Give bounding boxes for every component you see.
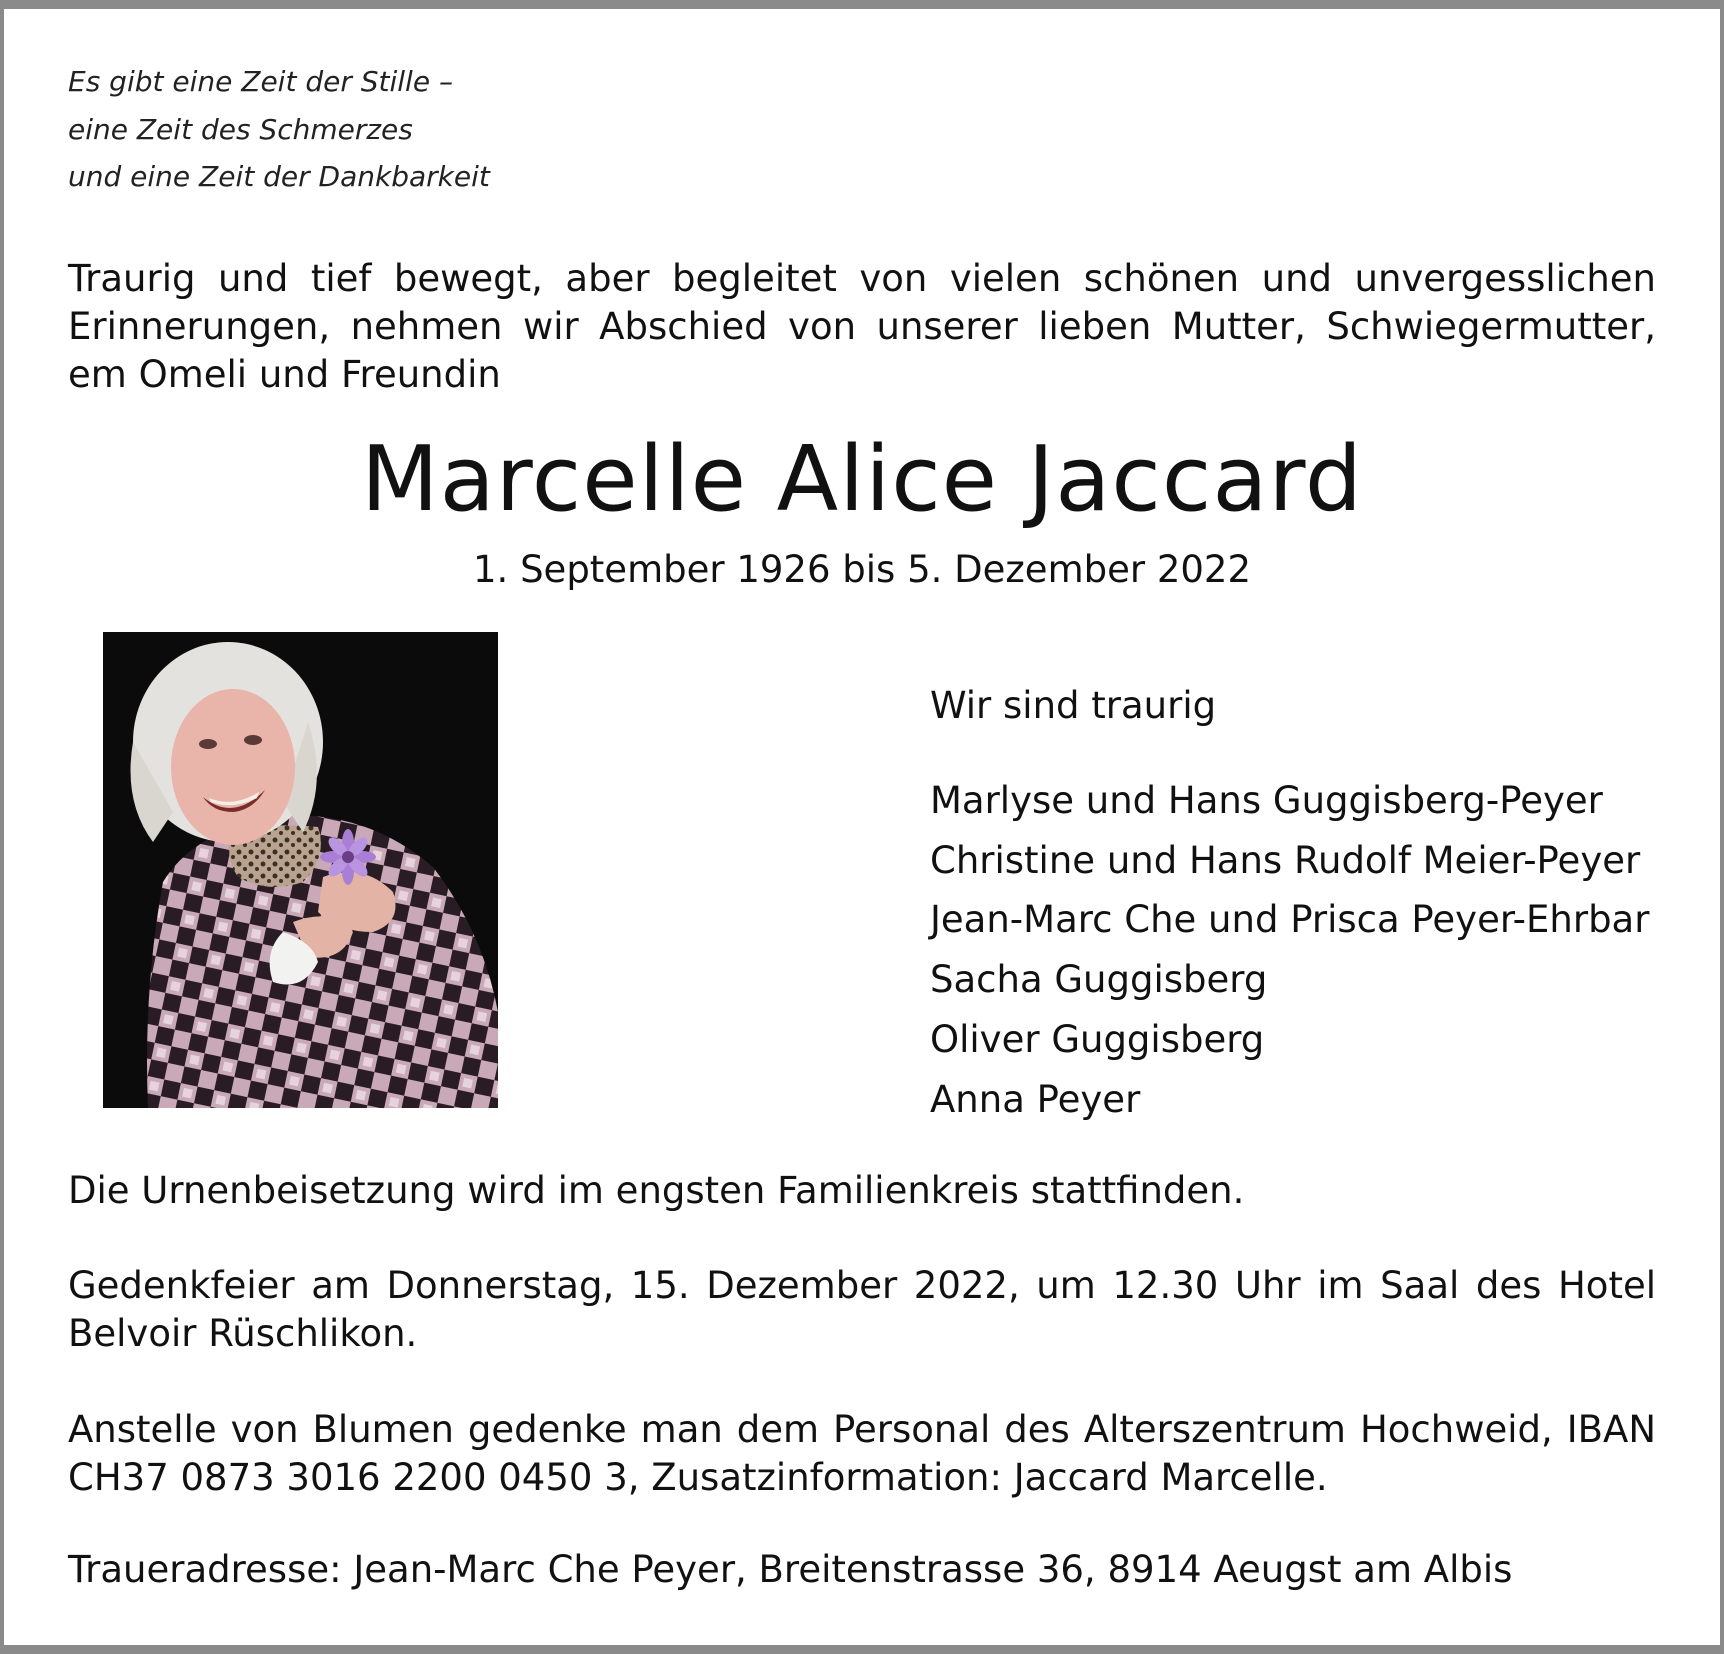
urn-burial-notice: Die Urnenbeisetzung wird im engsten Familienkreis stattfinden. bbox=[68, 1169, 1245, 1212]
mourners-list bbox=[930, 676, 1649, 1130]
mourner-name: Anna Peyer bbox=[930, 1077, 1141, 1121]
life-dates: 1. September 1926 bis 5. Dezember 2022 bbox=[473, 548, 1251, 591]
donation-notice: Anstelle von Blumen gedenke man dem Personal des Alterszentrum Hochweid, IBAN CH37 0873 3016 2200 0450 3, Zusatzinformation: Jaccard Marcelle. bbox=[68, 1408, 1656, 1499]
mourners-lead: Wir sind traurig bbox=[930, 684, 1217, 727]
mourner-name: Oliver Guggisberg bbox=[930, 1017, 1265, 1061]
intro-text: Traurig und tief bewegt, aber begleitet von vielen schönen und unvergesslichen Erinnerungen, nehmen wir Abschied von unserer lieben Mutter, Schwiegermutter, em Omeli und Freundin bbox=[68, 257, 1656, 396]
motto-line: und eine Zeit der Dankbarkeit bbox=[68, 160, 490, 193]
mourning-address: Traueradresse: Jean-Marc Che Peyer, Breitenstrasse 36, 8914 Aeugst am Albis bbox=[68, 1548, 1513, 1591]
motto-verse bbox=[68, 58, 490, 201]
motto-line: eine Zeit des Schmerzes bbox=[68, 112, 413, 146]
mourner-name: Marlyse und Hans Guggisberg-Peyer bbox=[930, 778, 1603, 822]
memorial-service-notice: Gedenkfeier am Donnerstag, 15. Dezember 2022, um 12.30 Uhr im Saal des Hotel Belvoir Rüschlikon. bbox=[68, 1264, 1656, 1355]
mourner-name: Jean-Marc Che und Prisca Peyer-Ehrbar bbox=[930, 898, 1650, 942]
mourner-name: Sacha Guggisberg bbox=[930, 958, 1268, 1002]
portrait-photo bbox=[103, 632, 498, 1108]
deceased-name: Marcelle Alice Jaccard bbox=[360, 427, 1364, 532]
mourner-name: Christine und Hans Rudolf Meier-Peyer bbox=[930, 838, 1641, 882]
portrait-illustration bbox=[103, 632, 498, 1108]
motto-line: Es gibt eine Zeit der Stille – bbox=[68, 65, 453, 98]
